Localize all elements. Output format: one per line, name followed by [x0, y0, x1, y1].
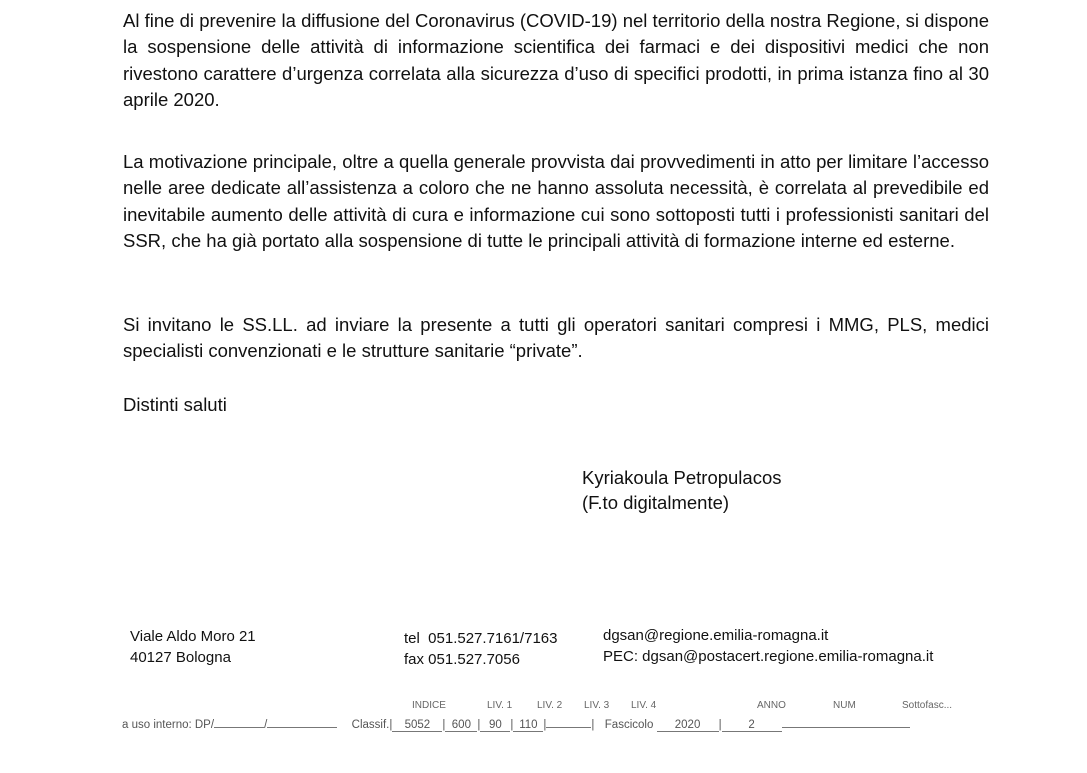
header-liv3: LIV. 3 — [584, 700, 610, 711]
header-indice: INDICE — [412, 700, 446, 711]
sottofasc-value — [782, 715, 910, 728]
slash-separator: / — [264, 719, 268, 731]
indice-value: 5052 — [392, 719, 442, 732]
header-num: NUM — [833, 700, 856, 711]
header-sottofasc: Sottofasc... — [902, 700, 953, 711]
pec-address: PEC: dgsan@postacert.regione.emilia-romagna.it — [603, 648, 934, 665]
closing-salutation: Distinti saluti — [123, 394, 227, 415]
classif-label: Classif. — [351, 719, 390, 731]
fax: fax 051.527.7056 — [404, 651, 520, 668]
email-address: dgsan@regione.emilia-romagna.it — [603, 627, 829, 644]
classification-row: a uso interno: DP/ / Classif.| 5052 | 600 | 90 | 110 | | Fascicolo 2020 | 2 — [122, 715, 910, 732]
liv4-value — [546, 715, 591, 728]
dp-field-1 — [214, 715, 264, 728]
header-liv4: LIV. 4 — [631, 700, 657, 711]
signatory-name: Kyriakoula Petropulacos — [582, 467, 782, 488]
telephone: tel 051.527.7161/7163 — [404, 630, 558, 647]
paragraph-2: La motivazione principale, oltre a quella generale provvista dai provvedimenti in atto per limitare l’accesso nelle aree dedicate all’assistenza a coloro che ne hanno assoluta necessità, è correlata al prevedibile ed inevitabile aumento delle attività di cura e informazione cui sono sottoposti tutti i professionisti sanitari del SSR, che ha già portato alla sospensione di tutte le principali attività di formazione interne ed esterne. — [123, 151, 989, 252]
footer-address — [130, 626, 256, 668]
paragraph-1: Al fine di prevenire la diffusione del Coronavirus (COVID-19) nel territorio della nostra Regione, si dispone la sospensione delle attività di informazione scientifica dei farmaci e dei dispositivi medici che non rivestono carattere d’urgenza correlata alla sicurezza d’uso di specifici prodotti, in prima istanza fino al 30 aprile 2020. — [123, 10, 989, 111]
anno-value: 2020 — [657, 719, 719, 732]
fascicolo-label: Fascicolo — [604, 719, 654, 731]
signature-block — [582, 465, 782, 515]
header-anno: ANNO — [757, 700, 786, 711]
liv3-value: 110 — [513, 719, 543, 732]
header-liv2: LIV. 2 — [537, 700, 563, 711]
signature-note: (F.to digitalmente) — [582, 492, 730, 513]
liv1-value: 600 — [445, 719, 477, 732]
address-street: Viale Aldo Moro 21 — [130, 628, 256, 645]
liv2-value: 90 — [480, 719, 510, 732]
num-value: 2 — [722, 719, 782, 732]
header-liv1: LIV. 1 — [487, 700, 513, 711]
dp-field-2 — [267, 715, 337, 728]
footer-email — [603, 625, 933, 667]
address-city: 40127 Bologna — [130, 649, 231, 666]
footer-phone — [404, 628, 557, 670]
paragraph-3: Si invitano le SS.LL. ad inviare la presente a tutti gli operatori sanitari compresi i MMG, PLS, medici specialisti convenzionati e le strutture sanitarie “private”. — [123, 314, 989, 362]
internal-use-label: a uso interno: DP/ — [122, 719, 215, 731]
